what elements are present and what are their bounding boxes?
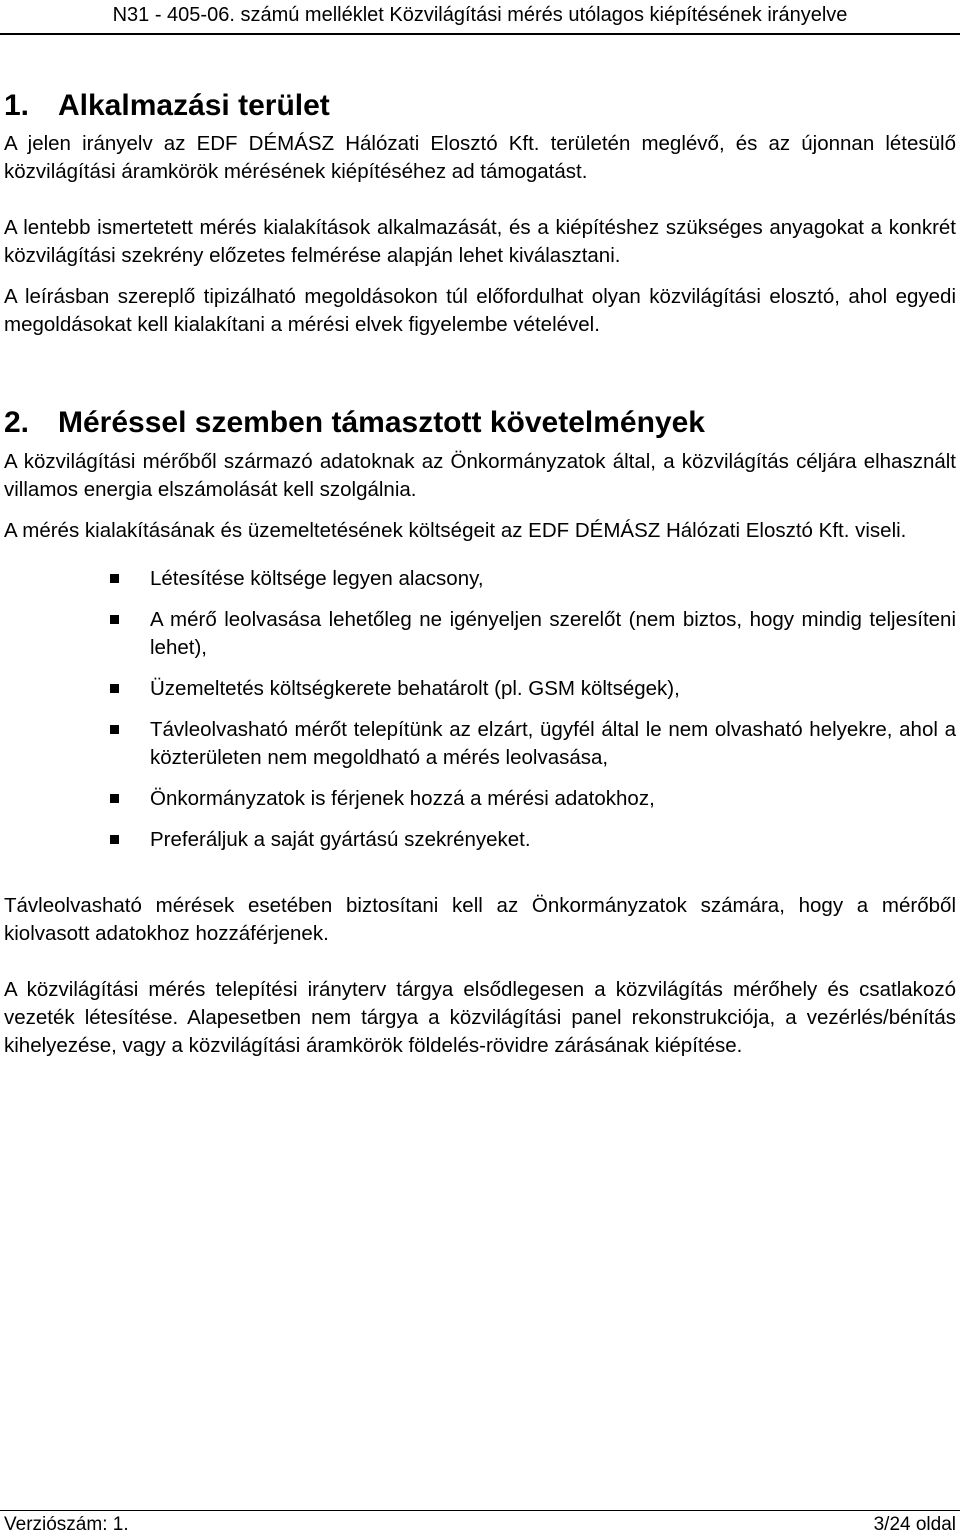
requirements-list <box>4 565 956 854</box>
square-bullet-icon <box>110 794 119 803</box>
list-item-text: A mérő leolvasása lehetőleg ne igényeljen szerelőt (nem biztos, hogy mindig teljesíteni lehet), <box>150 608 956 659</box>
list-item-text: Létesítése költsége legyen alacsony, <box>150 567 484 590</box>
header-divider <box>0 33 960 35</box>
section-1-paragraph-3: A leírásban szereplő tipizálható megoldásokon túl előfordulhat olyan közvilágítási elosztó, ahol egyedi megoldásokat kell kialakítani a mérési elvek figyelembe vételével. <box>4 285 956 336</box>
footer-divider <box>0 1510 960 1511</box>
section-1-title: Alkalmazási terület <box>58 89 330 122</box>
list-item-text: Önkormányzatok is férjenek hozzá a mérési adatokhoz, <box>150 787 655 810</box>
section-1-number: 1. <box>4 89 30 122</box>
section-2-title: Méréssel szemben támasztott követelmények <box>58 406 705 439</box>
footer-page-number: 3/24 oldal <box>873 1514 956 1535</box>
section-2-heading <box>4 403 956 443</box>
list-item <box>150 675 956 703</box>
list-item-text: Üzemeltetés költségkerete behatárolt (pl. GSM költségek), <box>150 677 680 700</box>
list-item-text: Preferáljuk a saját gyártású szekrényeket. <box>150 828 531 851</box>
square-bullet-icon <box>110 725 119 734</box>
section-2-paragraph-3: Távleolvasható mérések esetében biztosítani kell az Önkormányzatok számára, hogy a mérőből kiolvasott adatokhoz hozzáférjenek. <box>4 894 956 945</box>
list-item <box>150 785 956 813</box>
list-item <box>150 606 956 662</box>
square-bullet-icon <box>110 684 119 693</box>
section-2-number: 2. <box>4 406 30 439</box>
square-bullet-icon <box>110 574 119 583</box>
page-header-title: N31 - 405-06. számú melléklet Közvilágítási mérés utólagos kiépítésének irányelve <box>112 4 848 26</box>
section-1-paragraph-2: A lentebb ismertetett mérés kialakítások alkalmazását, és a kiépítéshez szükséges anyagokat a konkrét közvilágítási szekrény előzetes felmérése alapján lehet kiválasztani. <box>4 216 956 267</box>
footer-version: Verziószám: 1. <box>4 1514 129 1535</box>
square-bullet-icon <box>110 615 119 624</box>
list-item <box>150 716 956 772</box>
section-1-heading <box>4 86 956 126</box>
section-2-paragraph-2: A mérés kialakításának és üzemeltetésének költségeit az EDF DÉMÁSZ Hálózati Elosztó Kft. viseli. <box>4 519 907 542</box>
document-body <box>4 86 956 1060</box>
section-2-paragraph-4: A közvilágítási mérés telepítési irányterv tárgya elsődlegesen a közvilágítás mérőhely és csatlakozó vezeték létesítése. Alapesetben nem tárgya a közvilágítási panel rekonstrukciója, a vezérlés/bénítás kihelyezése, vagy a közvilágítási áramkörök földelés-rövidre zárásának kiépítése. <box>4 978 956 1057</box>
square-bullet-icon <box>110 835 119 844</box>
list-item-text: Távleolvasható mérőt telepítünk az elzárt, ügyfél által le nem olvasható helyekre, ahol a közterületen nem megoldható a mérés leolvasása, <box>150 718 956 769</box>
section-2-paragraph-1: A közvilágítási mérőből származó adatoknak az Önkormányzatok által, a közvilágítás céljára elhasznált villamos energia elszámolását kell szolgálnia. <box>4 450 956 501</box>
list-item <box>150 565 956 593</box>
list-item <box>150 826 956 854</box>
section-1-paragraph-1: A jelen irányelv az EDF DÉMÁSZ Hálózati Elosztó Kft. területén meglévő, és az újonnan létesülő közvilágítási áramkörök mérésének kiépítéséhez ad támogatást. <box>4 132 956 183</box>
